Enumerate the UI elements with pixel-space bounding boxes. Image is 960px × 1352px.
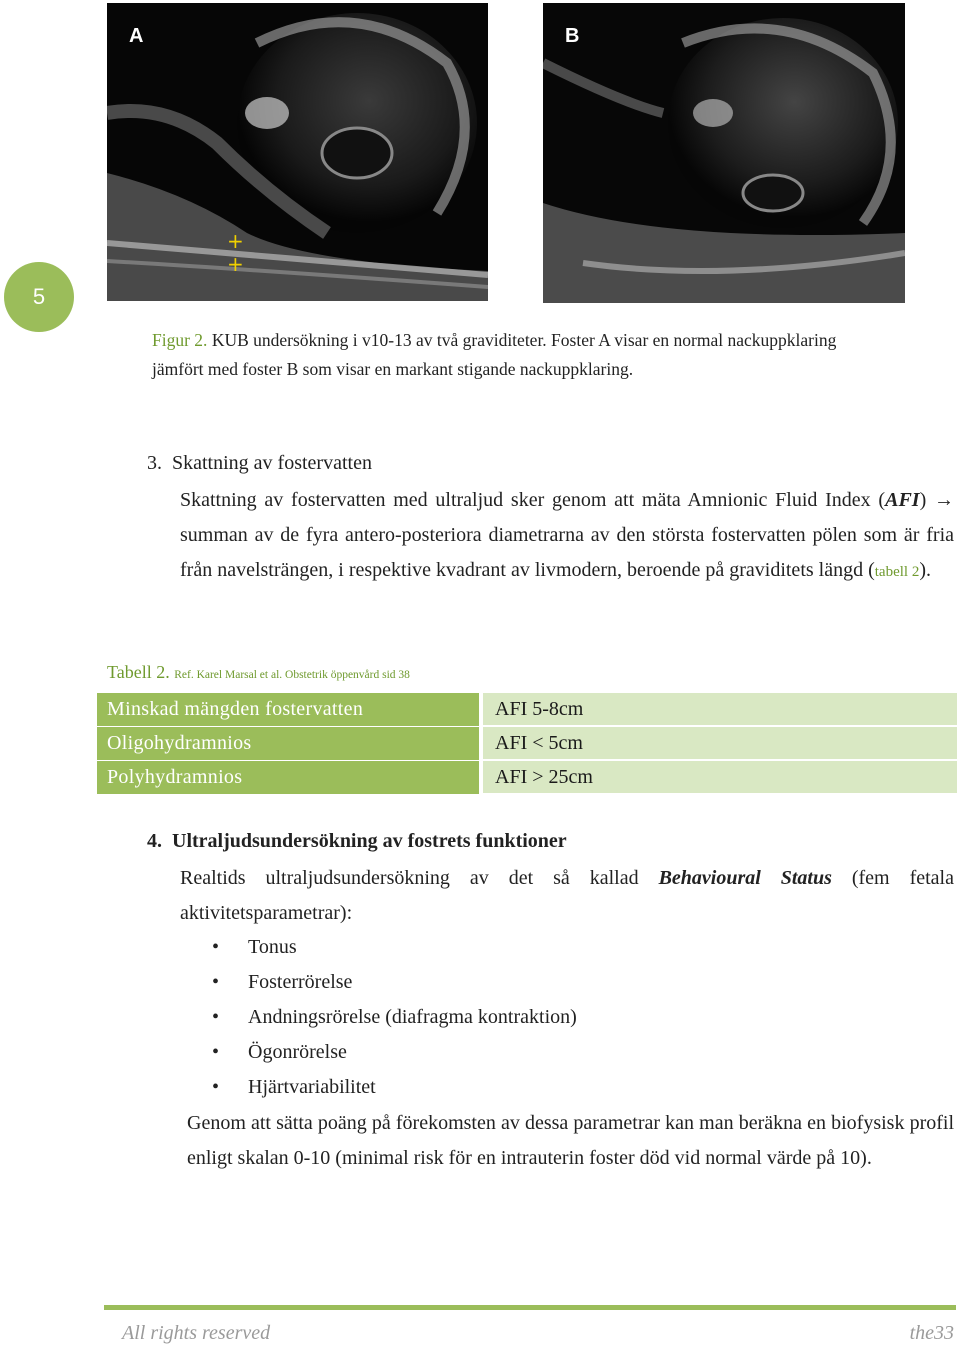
table-cell-value: AFI 5-8cm [481, 693, 957, 726]
ultrasound-image-b [543, 3, 905, 303]
section-3-number: 3. [147, 452, 162, 474]
footer-divider [104, 1305, 956, 1310]
image-a-label: A [129, 25, 144, 47]
section-4-heading [147, 830, 567, 853]
list-item: • Tonus [212, 930, 577, 965]
table-cell-value: AFI > 25cm [481, 760, 957, 794]
afi-abbr: AFI [885, 489, 920, 511]
table-cell-value: AFI < 5cm [481, 726, 957, 760]
image-b-label: B [565, 25, 580, 47]
figure-text: KUB undersökning i v10-13 av två graviditeter. Foster A visar en normal nackuppklaring jämfört med foster B som visar en markant stigande nackuppklaring. [152, 330, 837, 379]
list-item: • Hjärtvariabilitet [212, 1070, 577, 1105]
side-reference [944, 60, 958, 240]
page-number: 5 [32, 284, 46, 309]
activity-parameter-list [212, 930, 577, 1105]
table-2-ref-link[interactable]: tabell 2 [874, 564, 920, 580]
section-4-closing: Genom att sätta poäng på förekomsten av dessa parametrar kan man beräkna en biofysisk profil enligt skalan 0-10 (minimal risk för en intrauterin foster död vid normal värde på 10). [187, 1112, 954, 1169]
para-text-2: ) [919, 489, 934, 511]
section-4-title: Ultraljudsundersökning av fostrets funktioner [172, 830, 567, 852]
list-item: • Ögonrörelse [212, 1035, 577, 1070]
svg-text:+: + [227, 229, 244, 253]
para-text-3: summan av de fyra antero-posteriora diametrarna av den största fostervatten pölen som är fria från navelsträngen, i respektive kvadrant av livmodern, beroende på graviditets längd ( [180, 524, 954, 581]
table-row [97, 726, 957, 760]
svg-text:+: + [227, 252, 244, 276]
table-cell-label: Polyhydramnios [97, 760, 481, 794]
ultrasound-graphic-a [107, 3, 488, 301]
table-2-label: Tabell 2. [107, 662, 170, 682]
figure-label: Figur 2. [152, 330, 208, 350]
table-row [97, 693, 957, 726]
table-row [97, 760, 957, 794]
ultrasound-graphic-b [543, 3, 905, 303]
section-3-paragraph [180, 483, 954, 590]
section-4-intro [180, 861, 954, 931]
section-3-heading [147, 452, 372, 475]
intro-text-2: (fem fetala aktivitetsparametrar): [180, 867, 954, 924]
table-2-reference: Ref. Karel Marsal et al. Obstetrik öppenvård sid 38 [174, 669, 410, 681]
list-item: • Andningsrörelse (diafragma kontraktion) [212, 1000, 577, 1035]
list-item: • Fosterrörelse [212, 965, 577, 1000]
para-text-1: Skattning av fostervatten med ultraljud sker genom att mäta Amnionic Fluid Index ( [180, 489, 886, 511]
table-cell-label: Minskad mängden fostervatten [97, 693, 481, 726]
table-cell-label: Oligohydramnios [97, 726, 481, 760]
table-2-title [107, 662, 410, 683]
section-4-number: 4. [147, 830, 162, 852]
footer-rights: All rights reserved [122, 1322, 271, 1344]
ultrasound-image-a [107, 3, 488, 301]
figure-caption [152, 326, 872, 384]
behavioural-status-term: Behavioural Status [658, 867, 832, 889]
intro-text-1: Realtids ultraljudsundersökning av det så kallad [180, 867, 659, 889]
afi-table [97, 693, 957, 795]
footer-author: the33 [909, 1322, 954, 1344]
para-text-end: ). [919, 559, 931, 581]
page-number-badge [4, 262, 74, 332]
section-3-title: Skattning av fostervatten [172, 452, 372, 474]
arrow-right-icon: → [934, 489, 954, 511]
